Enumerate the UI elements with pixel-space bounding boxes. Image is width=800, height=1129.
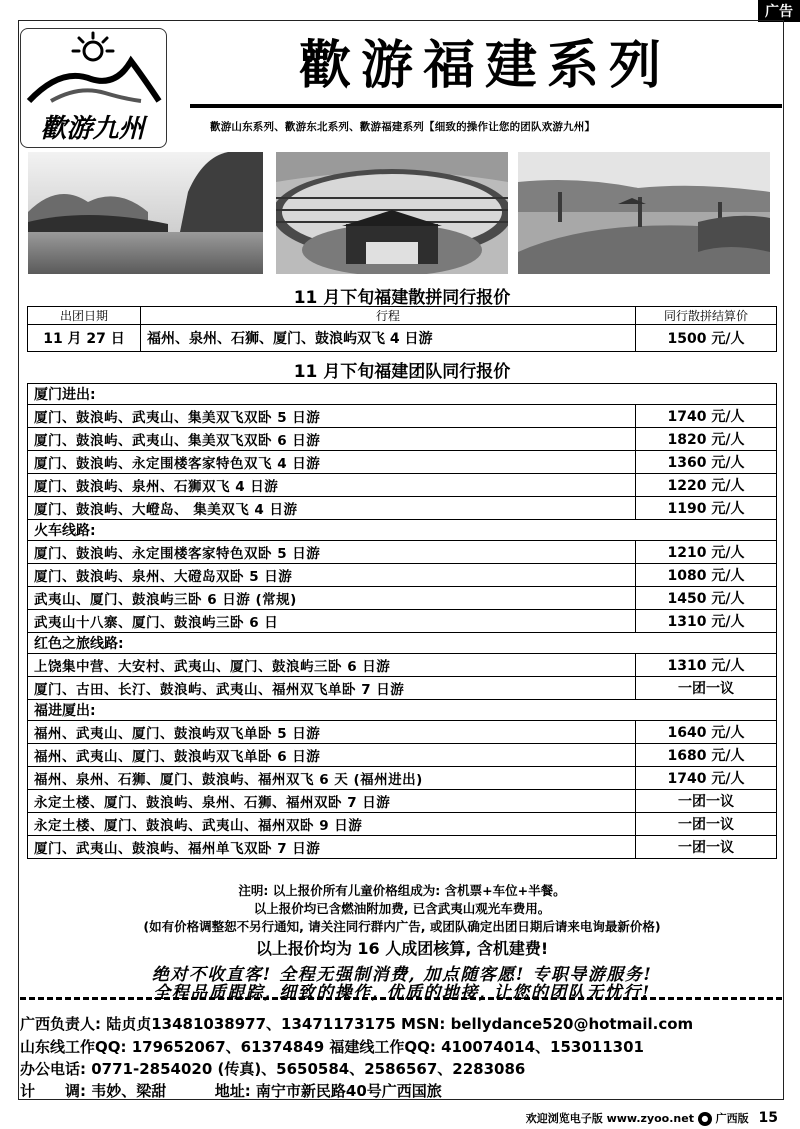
table-row [28,587,777,610]
route-cell: 武夷山十八寨、厦门、鼓浪屿三卧 6 日 [28,610,636,633]
section2-title: 11 月下旬福建团队同行报价 [293,362,511,382]
category-header: 火车线路: [28,520,777,541]
route-cell: 福州、武夷山、厦门、鼓浪屿双飞单卧 5 日游 [28,721,636,744]
price-cell: 1220 元/人 [636,474,777,497]
route-cell: 上饶集中营、大安村、武夷山、厦门、鼓浪屿三卧 6 日游 [28,654,636,677]
table-row [28,541,777,564]
wuyi-river-photo [28,152,263,274]
price-cell: 1820 元/人 [636,428,777,451]
price-cell: 1450 元/人 [636,587,777,610]
route-cell: 永定土楼、厦门、鼓浪屿、武夷山、福州双卧 9 日游 [28,813,636,836]
route-cell: 厦门、武夷山、鼓浪屿、福州单飞双卧 7 日游 [28,836,636,859]
price-cell: 1680 元/人 [636,744,777,767]
price-cell: 1310 元/人 [636,610,777,633]
tagline: 歡游山东系列、歡游东北系列、歡游福建系列【细致的操作让您的团队欢游九州】 [210,121,596,133]
note-line-3: (如有价格调整恕不另行通知, 请关注同行群内广告, 或团队确定出团日期后请来电询最新价格) [143,919,661,934]
note-line-4: 以上报价均为 16 人成团核算, 含机建费! [255,939,549,958]
logo-text: 歡游九州 [40,114,145,144]
table-row [28,813,777,836]
category-header: 厦门进出: [28,384,777,405]
dashed-divider [20,997,782,1000]
route-cell: 厦门、鼓浪屿、泉州、石狮双飞 4 日游 [28,474,636,497]
tulou-photo [276,152,508,274]
sun-mountain-icon [21,29,166,109]
table-row [28,497,777,520]
page-title: 歡游福建系列 [298,35,671,96]
contact-line-4 [20,1080,442,1101]
category-header: 红色之旅线路: [28,633,777,654]
slogan-line-2: 全程品质跟踪, 细致的操作, 优质的地接, 让您的团队无忧行! [153,983,651,1003]
route-cell: 福州、武夷山、厦门、鼓浪屿双飞单卧 6 日游 [28,744,636,767]
table-row [28,721,777,744]
table-row [28,451,777,474]
route-cell: 厦门、鼓浪屿、武夷山、集美双飞双卧 5 日游 [28,405,636,428]
note-line-1: 注明: 以上报价所有儿童价格组成为: 含机票+车位+半餐。 [238,883,566,898]
price-cell: 1190 元/人 [636,497,777,520]
price-cell: 1640 元/人 [636,721,777,744]
price-cell: 一团一议 [636,677,777,700]
col-header-price: 同行散拼结算价 [636,307,777,325]
title-rule [190,104,782,108]
category-header: 福进厦出: [28,700,777,721]
row-date: 11 月 27 日 [28,325,141,352]
route-cell: 厦门、古田、长汀、鼓浪屿、武夷山、福州双飞单卧 7 日游 [28,677,636,700]
table-row [28,474,777,497]
table-row [28,744,777,767]
row-price: 1500 元/人 [636,325,777,352]
note-line-2: 以上报价均已含燃油附加费, 已含武夷山观光车费用。 [253,901,551,916]
price-cell: 一团一议 [636,813,777,836]
price-cell: 1210 元/人 [636,541,777,564]
price-cell: 一团一议 [636,790,777,813]
table-row [28,677,777,700]
group-price-table [27,383,777,859]
contact-line-1: 广西负责人: 陆贞贞13481038977、13471173175 MSN: bellydance520@hotmail.com [20,1015,694,1033]
page-number: 15 [758,1110,778,1126]
table-row [28,767,777,790]
route-cell: 厦门、鼓浪屿、武夷山、集美双飞双卧 6 日游 [28,428,636,451]
contact-staff: 计 调: 韦妙、梁甜 [20,1082,167,1100]
table-row [28,654,777,677]
route-cell: 厦门、鼓浪屿、泉州、大磴岛双卧 5 日游 [28,564,636,587]
route-cell: 福州、泉州、石狮、厦门、鼓浪屿、福州双飞 6 天 (福州进出) [28,767,636,790]
row-route: 福州、泉州、石狮、厦门、鼓浪屿双飞 4 日游 [141,325,636,352]
footer [526,1110,778,1126]
table-row [28,564,777,587]
table-row [28,610,777,633]
table-row [28,790,777,813]
col-header-date: 出团日期 [28,307,141,325]
table-row [28,428,777,451]
price-cell: 1740 元/人 [636,767,777,790]
price-cell: 一团一议 [636,836,777,859]
gulangyu-photo [518,152,770,274]
table-row [28,405,777,428]
price-cell: 1310 元/人 [636,654,777,677]
price-cell: 1080 元/人 [636,564,777,587]
scatter-price-table [27,306,777,352]
route-cell: 武夷山、厦门、鼓浪屿三卧 6 日游 (常规) [28,587,636,610]
table-row [28,325,777,352]
table-row [28,836,777,859]
section1-title: 11 月下旬福建散拼同行报价 [293,288,511,308]
price-cell: 1740 元/人 [636,405,777,428]
contact-line-3: 办公电话: 0771-2854020 (传真)、5650584、2586567、2283086 [20,1060,526,1078]
slogan-line-1: 绝对不收直客! 全程无强制消费, 加点随客愿! 专职导游服务! [151,965,653,985]
price-cell: 1360 元/人 [636,451,777,474]
col-header-route: 行程 [141,307,636,325]
globe-icon: ● [698,1112,712,1126]
contact-address: 地址: 南宁市新民路40号广西国旅 [214,1082,442,1100]
footer-edition: 广西版 [715,1112,749,1125]
footer-text: 欢迎浏览电子版 www.zyoo.net [525,1112,694,1125]
route-cell: 永定土楼、厦门、鼓浪屿、泉州、石狮、福州双卧 7 日游 [28,790,636,813]
route-cell: 厦门、鼓浪屿、永定围楼客家特色双飞 4 日游 [28,451,636,474]
route-cell: 厦门、鼓浪屿、永定围楼客家特色双卧 5 日游 [28,541,636,564]
route-cell: 厦门、鼓浪屿、大嶝岛、 集美双飞 4 日游 [28,497,636,520]
contact-line-2: 山东线工作QQ: 179652067、61374849 福建线工作QQ: 410074014、153011301 [20,1038,644,1056]
ad-tag: 广告 [758,0,800,22]
